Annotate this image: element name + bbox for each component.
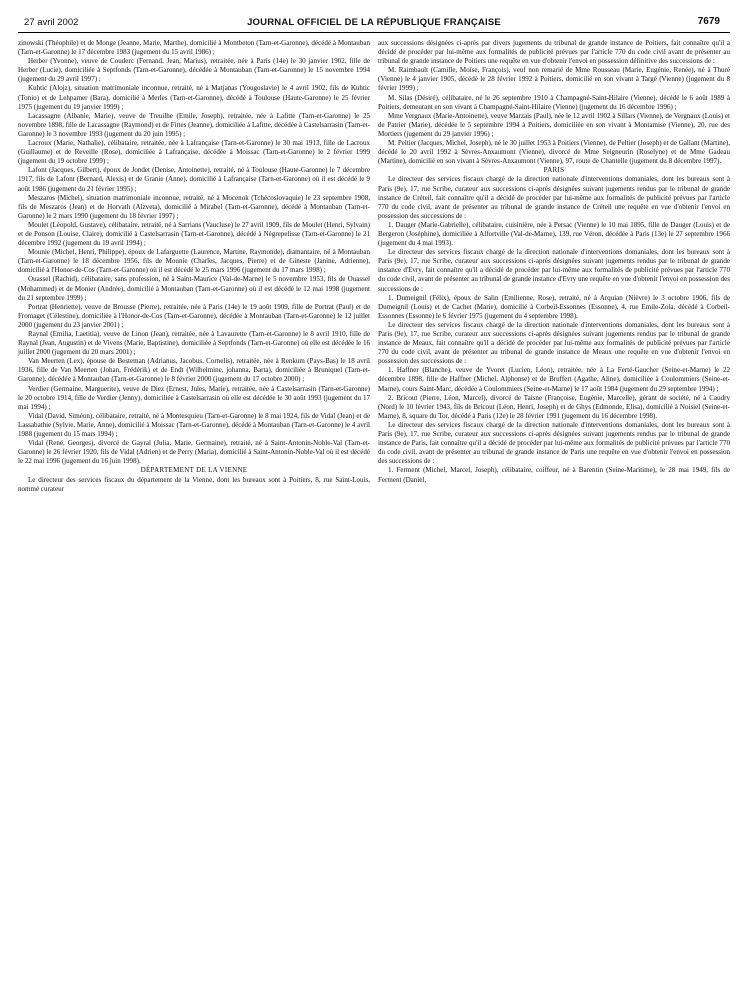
paragraph: aux successions désignées ci-après par divers jugements du tribunal de grande instance de Poitiers, fait connaître qu'il a décidé de procéder par lui-même aux formalités de publicité prévues par l'article 770 du code civil avant de présenter au tribunal de grande instance de Poitiers une requête en vue d'obtenir l'envoi en possession définitive des successions de : — [378, 39, 730, 66]
paragraph: Vidal (René, Georges), divorcé de Gayral (Julia, Marie, Germaine), retraité, né à Saint-Antonin-Noble-Val (Tarn-et-Garonne) le 26 février 1920, fils de Vidal (Adrien) et de Perry (Maria), domicilié à Saint-Antonin-Noble-Val où il est décédé le 22 mai 1996 (jugement du 16 juin 1998). — [18, 439, 370, 466]
paragraph: Raynal (Emilia, Laetitia), veuve de Linon (Jean), retraitée, née à Lavaurette (Tarn-et-Garonne) le 8 avril 1910, fille de Raynal (Jean, Augustin) et de Vivens (Marie, Baptistine), domiciliée à Septfonds (Tarn-et-Garonne) où elle est décédée le 16 juillet 2000 (jugement du 20 mars 2001) ; — [18, 330, 370, 357]
section-heading: PARIS — [543, 166, 565, 175]
paragraph: Le directeur des services fiscaux chargé de la direction nationale d'interventions domaniales, dont les bureaux sont à Paris (9e), 17, rue Scribe, curateur aux successions ci-après désignées suivant jugements rendus par le tribunal de grande instance d'Evry, fait connaître qu'il a décidé de procéder par lui-même aux formalités de publicité prévues par l'article 770 du code civil, avant de présenter au tribunal de grande instance d'Evry une requête en vue d'obtenir l'envoi en possession des successions de : — [378, 248, 730, 293]
paragraph: Portrat (Henriette), veuve de Brousse (Pierre), retraitée, née à Paris (14e) le 19 août 1909, fille de Portrat (Paul) et de Fromaget (Célestine), domiciliée à l'Honor-de-Cos (Tarn-et-Garonne), décédée à Montauban (Tarn-et-Garonne) le 12 juillet 2000 (jugement du 23 janvier 2001) ; — [18, 302, 370, 329]
paragraph: 1. Ferment (Michel, Marcel, Joseph), célibataire, coiffeur, né à Barentin (Seine-Maritime), le 28 mai 1949, fils de Ferment (Daniel, — [378, 466, 730, 484]
paragraph: Le directeur des services fiscaux du département de la Vienne, dont les bureaux sont à Poitiers, 8, rue Saint-Louis, nommé curateur — [18, 475, 370, 493]
paragraph: Vidal (David, Siméon), célibataire, retraité, né à Montesquieu (Tarn-et-Garonne) le 8 mai 1924, fils de Vidal (Jean) et de Lassabathie (Sylvie, Marie, Anne), domicilié à Moissac (Tarn-et-Garonne), décédé à Montauban (Tarn-et-Garonne) le 4 avril 1988 (jugement du 15 mars 1994) ; — [18, 411, 370, 439]
paragraph: Herber (Yvonne), veuve de Couderc (Fernand, Jean, Marius), retraitée, née à Paris (14e) le 30 janvier 1902, fille de Herber (Lucie), domiciliée à Septfonds (Tarn-et-Garonne), décédée à Montauban (Tarn-et-Garonne) le 15 novembre 1994 (jugement du 29 avril 1997) ; — [18, 57, 370, 84]
paragraph: Ouassel (Rachid), célibataire, sans profession, né à Saint-Maurice (Val-de-Marne) le 5 novembre 1953, fils de Ouassel (Mohammed) et de Monier (Andrée), domicilié à Montauban (Tarn-et-Garonne) où il est décédé le 12 mai 1998 (jugement du 21 septembre 1999) ; — [18, 275, 370, 302]
paragraph: Kuhtic (Alojz), situation matrimoniale inconnue, retraité, né à Matjanas (Yougoslavie) le 4 avril 1902, fils de Kuhtic (Tonio) et de Lehpamer (Bara), domicilié à Merles (Tarn-et-Garonne), décédé à Toulouse (Haute-Garonne) le 25 février 1975 (jugement du 19 janvier 1999) ; — [18, 84, 370, 111]
paragraph: Lacassagne (Albanie, Marie), veuve de Treuilhe (Emile, Joseph), retraitée, née à Lafitte (Tarn-et-Garonne) le 25 novembre 1898, fille de Lacassagne (Raymond) et de Fittes (Jeanne), domiciliée à Lafitte, décédée à Castelsarrasin (Tarn-et-Garonne) le 3 novembre 1993 (jugement du 20 juin 1995) ; — [18, 111, 370, 138]
page-header — [18, 14, 730, 33]
paragraph: Meszaros (Michel), situation matrimoniale inconnue, retraité, né à Mocenok (Tchécoslovaquie) le 23 septembre 1908, fils de Meszaros (Jean) et de Horvath (Alzveta), domicilié à Mirabel (Tarn-et-Garonne), décédé à Montauban (Tarn-et-Garonne) le 2 mars 1990 (jugement du 18 février 1997) ; — [18, 193, 370, 220]
paragraph: 1. Dumeignil (Félix), époux de Salin (Emilienne, Rose), retraité, né à Arquian (Nièvre) le 3 octobre 1906, fils de Dumeignil (Louis) et de Cachet (Marie), domicilié à Corbeil-Essonnes (Essonne), 4, rue Emile-Zola, décédé à Corbeil-Essonnes (Essonne) le 6 février 1975 (jugement du 4 septembre 1998). — [378, 293, 730, 320]
journal-title: JOURNAL OFFICIEL DE LA RÉPUBLIQUE FRANÇAISE — [247, 17, 501, 28]
paragraph: Le directeur des services fiscaux chargé de la direction nationale d'interventions domaniales, dont les bureaux sont à Paris (9e), 17, rue Scribe, curateur aux successions ci-après désignées suivant jugements rendus par le tribunal de grande instance de Créteil, fait connaître qu'il a décidé de procéder par lui-même aux formalités de publicité prévues par l'article 770 du code civil, avant de présenter au tribunal de grande instance de Créteil une requête en vue d'obtenir l'envoi en possession des successions de : — [378, 175, 730, 220]
paragraph: Le directeur des services fiscaux chargé de la direction nationale d'interventions domaniales, dont les bureaux sont à Paris (9e), 17, rue Scribe, curateur aux successions ci-après désignées suivant jugements rendus par le tribunal de grande instance de Paris, fait connaître qu'il a décidé de procéder par lui-même aux formalités de publicité prévues par l'article 770 du code civil, avant de présenter au tribunal de grande instance de Paris une requête en vue d'obtenir l'envoi en possession des successions de : — [378, 420, 730, 466]
paragraph: 1. Haffner (Blanche), veuve de Yvoret (Lucien, Léon), retraitée, née à La Ferté-Gaucher (Seine-et-Marne) le 22 décembre 1898, fille de Haffner (Michel, Alphonse) et de Bruffert (Agathe, Aline), domiciliée à Coulommiers (Seine-et-Marne), cours Saint-Marc, décédée à Coulommiers (Seine-et-Marne) le 17 août 1984 (jugement du 29 septembre 1994) ; — [378, 366, 730, 393]
header-date: 27 avril 2002 — [24, 17, 79, 28]
paragraph: Le directeur des services fiscaux chargé de la direction nationale d'interventions domaniales, dont les bureaux sont à Paris (9e), 17, rue Scribe, curateur aux successions ci-après désignées suivant jugements rendus par le tribunal de grande instance de Meaux, fait connaître qu'il a décidé de procéder par lui-même aux formalités de publicité prévues par l'article 770 du code civil, avant de présenter au tribunal de grande instance de Meaux une requête en vue d'obtenir l'envoi en possession des successions de : — [378, 320, 730, 366]
paragraph: Lafont (Jacques, Gilbert), époux de Jondet (Denise, Antoinette), retraité, né à Toulouse (Haute-Garonne) le 7 décembre 1917, fils de Lafont (Bernard, Alexis) et de Granie (Anne), domicilié à Lafrançaise (Tarn-et-Garonne) où il est décédé le 9 août 1986 (jugement du 21 février 1995) ; — [18, 166, 370, 193]
paragraph: zinowski (Théophile) et de Monge (Jeanne, Marie, Marthe), domicilié à Montbeton (Tarn-et-Garonne), décédé à Montauban (Tarn-et-Garonne) le 17 décembre 1983 (jugement du 15 avril 1986) ; — [18, 39, 370, 57]
paragraph: M. Silas (Désiré), célibataire, né le 26 septembre 1910 à Champagné-Saint-Hilaire (Vienne), décédé le 6 août 1989 à Poitiers, demeurant en son vivant à Champagné-Saint-Hilaire (Vienne) (jugement du 16 décembre 1996) ; — [378, 93, 730, 111]
paragraph: M. Raimbault (Camille, Moïse, François), veuf non remarié de Mme Rousseau (Marie, Eugénie, Renée), né à Thuré (Vienne) le 4 janvier 1905, décédé le 28 février 1992 à Poitiers, domicilié en son vivant à Targé (Vienne) (jugement du 8 février 1999) ; — [378, 66, 730, 93]
page-number: 7679 — [697, 16, 720, 27]
text-columns — [18, 39, 730, 494]
paragraph: 2. Bricout (Pierre, Léon, Marcel), divorcé de Taisne (Françoise, Eugénie, Marcelle), gérant de société, né à Caudry (Nord) le 10 février 1943, fils de Bricout (Léon, Henri, Joseph) et de Ghys (Edmonde, Elisa), domicilié à Noisiel (Seine-et-Marne), 8, square du Tor, décédé à Paris (12e) le 28 février 1991 (jugement du 16 décembre 1998). — [378, 393, 730, 420]
paragraph: M. Peltier (Jacques, Michel, Joseph), né le 30 juillet 1953 à Poitiers (Vienne), de Peltier (Joseph) et de Gallant (Martine), décédé le 20 avril 1992 à Sèvres-Anxaumont (Vienne), divorcé de Mme Seigneurin (Roselyne) et de Mme Gadeau (Martine), domicilié en son vivant à Sèvres-Anxaumont (Vienne), 97, route de Chantelle (jugement du 8 décembre 1997). — [378, 139, 730, 166]
right-column — [378, 39, 730, 494]
paragraph: Lacroux (Marie, Nathalie), célibataire, retraitée, née à Lafrançaise (Tarn-et-Garonne) le 30 mai 1913, fille de Lacroux (Guillaume) et de Reveille (Rose), domiciliée à Lafrançaise, décédée à Moissac (Tarn-et-Garonne) le 2 février 1999 (jugement du 19 octobre 1999) ; — [18, 139, 370, 166]
paragraph: 1. Dauger (Marie-Gabrielle), célibataire, cuisinière, née à Persac (Vienne) le 10 mai 1895, fille de Dauger (Louis) et de Bergeron (Joséphine), domiciliée à Alfortville (Val-de-Marne), 139, rue Véron, décédée à Paris (13e) le 27 septembre 1966 (jugement du 4 mai 1993). — [378, 220, 730, 248]
paragraph: Verdier (Germaine, Marguerite), veuve de Diez (Ernest, Jules, Marie), retraitée, née à Castelsarrasin (Tarn-et-Garonne) le 20 octobre 1914, fille de Verdier (Jenny), domiciliée à Castelsarrasin où elle est décédée le 30 août 1993 (jugement du 17 mai 1994) ; — [18, 384, 370, 411]
paragraph: Mounie (Michel, Henri, Philippe), époux de Lafarguette (Laurence, Martine, Raymonde), diamantaire, né à Montauban (Tarn-et-Garonne) le 18 décembre 1956, fils de Mounie (Charles, Jacques, Pierre) et de Gineste (Janine, Adrienne), domicilié à l'Honor-de-Cos (Tarn-et-Garonne) où il est décédé le 25 mars 1996 (jugement du 17 mars 1998) ; — [18, 248, 370, 275]
section-heading: DÉPARTEMENT DE LA VIENNE — [140, 466, 248, 475]
left-column — [18, 39, 370, 494]
paragraph: Mme Vergnaux (Marie-Antoinette), veuve Marzais (Paul), née le 12 avril 1902 à Sillars (Vienne), de Vergnaux (Louis) et de Patrier (Marie), décédée le 5 septembre 1994 à Poitiers, domiciliée en son vivant à Montamise (Vienne), 20, rue des Mortiers (jugement du 29 janvier 1996) ; — [378, 111, 730, 138]
paragraph: Van Meerten (Lex), épouse de Besteman (Adrianus, Jacobus, Cornelis), retraitée, née à Renkum (Pays-Bas) le 18 avril 1936, fille de Van Meerten (Johan, Frédérik) et de Endt (Wilhelmine, johanna, Barta), domiciliée à Bruniquel (Tarn-et-Garonne), décédée à Montauban (Tarn-et-Garonne) le 8 février 2000 (jugement du 17 octobre 2000) ; — [18, 357, 370, 384]
paragraph: Moulet (Léopold, Gustave), célibataire, retraité, né à Sarrians (Vaucluse) le 27 avril 1909, fils de Moulet (Henri, Sylvain) et de Ponson (Louise, Claire), domicilié à Castelsarrasin (Tarn-et-Garonne), décédé à Nègrepelisse (Tarn-et-Garonne) le 21 décembre 1992 (jugement du 19 avril 1994) ; — [18, 220, 370, 248]
